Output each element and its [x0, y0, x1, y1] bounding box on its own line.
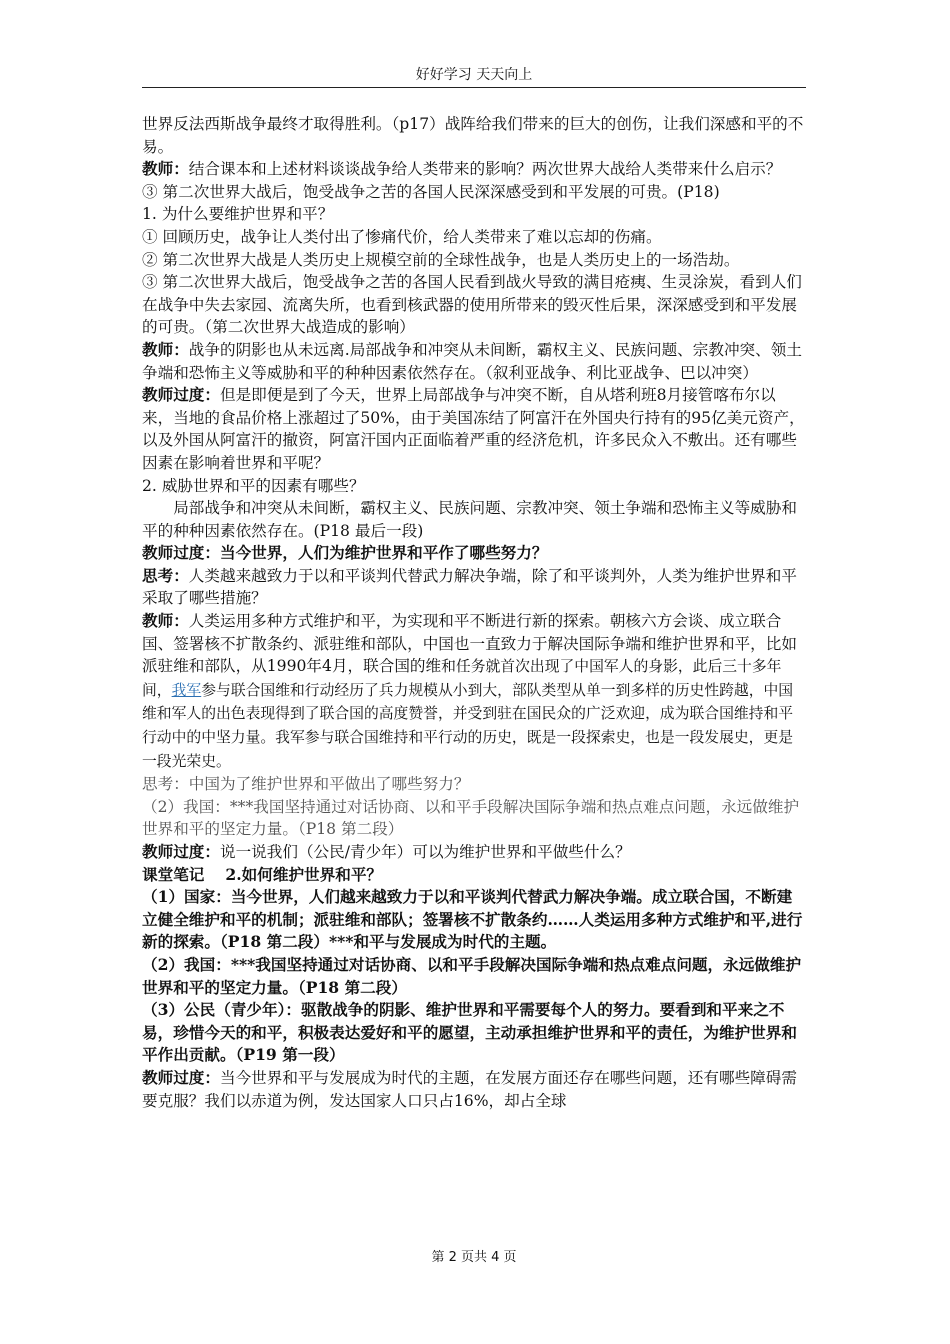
transition-label: 教师过度：	[142, 543, 220, 563]
paragraph	[142, 542, 806, 565]
paragraph-text: 当今世界和平与发展成为时代的主题，在发展方面还存在哪些问题，还有哪些障碍需要克服？我们以赤道为例，发达国家人口只占16%，却占全球	[142, 1068, 797, 1110]
paragraph: ③ 第二次世界大战后，饱受战争之苦的各国人民深深感受到和平发展的可贵。(P18)	[142, 182, 720, 201]
paragraph	[142, 1067, 806, 1112]
paragraph: （2）我国：***我国坚持通过对话协商、以和平手段解决国际争端和热点难点问题，永远做维护世界和平的坚定力量。（P18 第二段）	[142, 954, 802, 997]
paragraph-text: 参与联合国维和行动经历了兵力规模从小到大，部队类型从单一到多样的历史性跨越，中国维和军人的出色表现得到了联合国的高度赞誉，并受到驻在国民众的广泛欢迎，成为联合国维持和平行动中的中坚力量。我军参与联合国维持和平行动的历史，既是一段探索史，也是一段发展史，更是一段光荣史。	[142, 681, 794, 770]
paragraph-text: 和任务就首次出现了中国军人的身影，此后三十多年间，	[142, 658, 782, 699]
paragraph: （1）国家：当今世界，人们越来越致力于以和平谈判代替武力解决争端。成立联合国，不断建立健全维护和平的机制；派驻维和部队；签署核不扩散条约……人类运用多种方式维护和平,进行新的探索。（P18 第二段）***和平与发展成为时代的主题。	[142, 887, 803, 952]
paragraph: ① 回顾历史，战争让人类付出了惨痛代价，给人类带来了难以忘却的伤痛。	[142, 227, 662, 246]
section-heading: 2. 威胁世界和平的因素有哪些？	[142, 476, 365, 495]
paragraph	[142, 384, 806, 474]
paragraph	[142, 610, 806, 773]
section-heading: 1. 为什么要维护世界和平？	[142, 205, 334, 224]
teacher-label: 教师：	[142, 339, 189, 359]
paragraph: 世界反法西斯战争最终才取得胜利。（p17）战阵给我们带来的巨大的创伤，让我们深感和平的不易。	[142, 115, 804, 156]
paragraph: （3）公民（青少年）：驱散战争的阴影、维护世界和平需要每个人的努力。要看到和平来之不易，珍惜今天的和平，积极表达爱好和平的愿望，主动承担维护世界和平的责任，为维护世界和平作出贡献。（P19 第一段）	[142, 1000, 797, 1065]
paragraph: （2）我国：***我国坚持通过对话协商、以和平手段解决国际争端和热点难点问题，永远做维护世界和平的坚定力量。（P18 第二段）	[142, 797, 800, 839]
teacher-label: 教师：	[142, 159, 189, 179]
paragraph	[142, 339, 806, 384]
paragraph: 思考：中国为了维护世界和平做出了哪些努力？	[142, 775, 470, 794]
paragraph-text: 人类运用多种方式维护和平，为实现和平不断进行新的探索。朝核六方会谈、成立联合国、签署核不扩散条约、派驻维和部队，中国也一直致力于解决国际争端和维护世界和平，比如派驻维和部队，从1990年4月，联合国的维	[142, 612, 797, 676]
paragraph	[142, 158, 806, 181]
transition-label: 教师过度：	[142, 385, 220, 405]
transition-label: 教师过度：	[142, 1067, 220, 1087]
paragraph	[142, 565, 806, 610]
paragraph: ③ 第二次世界大战后，饱受战争之苦的各国人民看到战火导致的满目疮痍、生灵涂炭，看到人们在战争中失去家园、流离失所，也看到核武器的使用所带来的毁灭性后果，深深感受到和平发展的可贵。（第二次世界大战造成的影响）	[142, 273, 802, 337]
paragraph-text: 说一说我们（公民/青少年）可以为维护世界和平做些什么？	[219, 843, 631, 861]
paragraph-text: 当今世界，人们为维护世界和平作了哪些努力？	[219, 543, 548, 563]
paragraph: ② 第二次世界大战是人类历史上规模空前的全球性战争，也是人类历史上的一场浩劫。	[142, 250, 740, 269]
paragraph-text: 结合课本和上述材料谈谈战争给人类带来的影响？两次世界大战给人类带来什么启示？	[188, 160, 782, 179]
paragraph-text: 战争的阴影也从未远离.局部战争和冲突从未间断，霸权主义、民族问题、宗教冲突、领土争端和恐怖主义等威胁和平的种种因素依然存在。（叙利亚战争、利比亚战争、巴以冲突）	[142, 340, 802, 382]
transition-label: 教师过度：	[142, 842, 220, 861]
think-label: 思考：	[142, 565, 189, 585]
paragraph	[142, 841, 806, 864]
notes-heading: 课堂笔记 2.如何维护世界和平？	[142, 864, 383, 884]
paragraph: 局部战争和冲突从未间断，霸权主义、民族问题、宗教冲突、领土争端和恐怖主义等威胁和平的种种因素依然存在。(P18 最后一段)	[142, 499, 797, 540]
page-footer: 第 2 页共 4 页	[431, 1250, 517, 1265]
document-body	[142, 113, 806, 1112]
header-divider	[142, 87, 806, 88]
paragraph-text: 但是即便是到了今天，世界上局部战争与冲突不断，自从塔利班8月接管喀布尔以来，当地的食品价格上涨超过了50%，由于美国冻结了阿富汗在外国央行持有的95亿美元资产，以及外国从阿富汗的撤资，阿富汗国内正面临着严重的经济危机，许多民众入不敷出。还有哪些因素在影响着世界和平呢？	[142, 386, 805, 472]
teacher-label: 教师：	[142, 611, 189, 631]
paragraph-text: 人类越来越致力于以和平谈判代替武力解决争端，除了和平谈判外，人类为维护世界和平采取了哪些措施？	[142, 566, 797, 608]
page-header: 好好学习 天天向上	[415, 67, 533, 83]
link-wojun[interactable]: 我军	[171, 681, 202, 699]
